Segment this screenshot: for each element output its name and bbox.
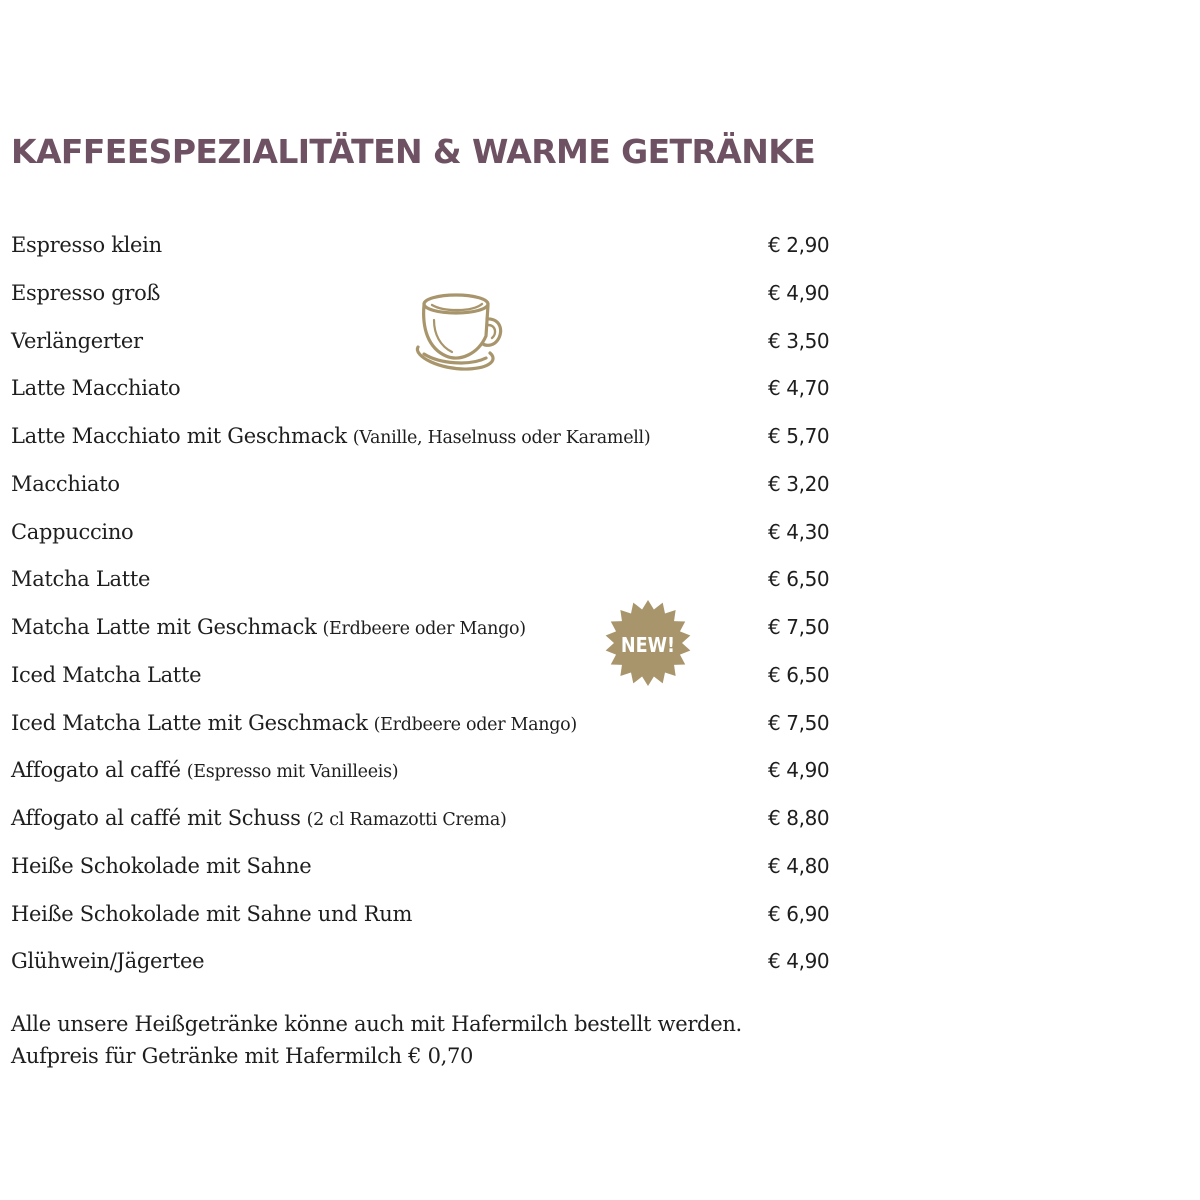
item-name: Macchiato <box>11 471 120 496</box>
menu-item-gluehwein <box>11 938 841 986</box>
item-name: Heiße Schokolade mit Sahne und Rum <box>11 901 413 926</box>
menu-item-affogato-schuss <box>11 795 841 843</box>
item-name: Iced Matcha Latte <box>11 662 202 687</box>
item-price: € 2,90 <box>768 233 830 257</box>
item-price: € 4,70 <box>768 376 830 401</box>
item-name: Latte Macchiato <box>11 376 181 401</box>
item-price: € 7,50 <box>768 615 830 639</box>
footer-line-oatmilk: Alle unsere Heißgetränke könne auch mit Hafermilch bestellt werden. <box>11 1012 742 1036</box>
footer-notes <box>11 1008 742 1072</box>
item-name: Latte Macchiato mit Geschmack <box>11 424 347 448</box>
item-note: (Erdbeere oder Mango) <box>322 619 526 639</box>
menu-item-iced-matcha-latte-geschmack <box>11 700 841 748</box>
item-price: € 4,90 <box>768 280 830 305</box>
menu-item-cappuccino <box>11 509 841 557</box>
item-price: € 4,80 <box>768 853 830 878</box>
item-note: (Espresso mit Vanilleeis) <box>186 762 399 783</box>
item-name: Espresso groß <box>11 280 161 305</box>
item-name: Heiße Schokolade mit Sahne <box>11 853 312 878</box>
item-name: Espresso klein <box>11 233 162 257</box>
menu-item-matcha-latte <box>11 556 841 604</box>
item-note: (Erdbeere oder Mango) <box>373 714 577 735</box>
item-name: Glühwein/Jägertee <box>11 949 205 974</box>
menu-item-iced-matcha-latte <box>11 652 841 700</box>
menu-item-latte-macchiato-geschmack <box>11 413 841 461</box>
item-price: € 6,50 <box>768 662 830 687</box>
item-price: € 5,70 <box>768 424 830 448</box>
item-note: (Vanille, Haselnuss oder Karamell) <box>352 428 651 448</box>
item-price: € 8,80 <box>768 806 830 830</box>
menu-item-heisse-schokolade <box>11 843 841 891</box>
item-price: € 4,90 <box>768 758 830 783</box>
footer-line-surcharge: Aufpreis für Getränke mit Hafermilch € 0,70 <box>11 1044 474 1068</box>
menu-item-macchiato <box>11 461 841 509</box>
menu-item-heisse-schokolade-rum <box>11 891 841 939</box>
item-name: Verlängerter <box>11 328 143 353</box>
menu-item-espresso-klein <box>11 222 841 270</box>
item-price: € 4,90 <box>768 949 830 974</box>
menu-item-affogato <box>11 747 841 795</box>
item-name: Matcha Latte mit Geschmack <box>11 615 317 639</box>
item-price: € 7,50 <box>768 710 830 735</box>
page-title: KAFFEESPEZIALITÄTEN & WARME GETRÄNKE <box>11 132 816 171</box>
item-price: € 3,20 <box>768 471 830 496</box>
coffee-cup-icon <box>410 290 510 380</box>
item-price: € 6,50 <box>768 567 830 592</box>
menu-item-matcha-latte-geschmack <box>11 604 841 652</box>
item-price: € 4,30 <box>768 519 830 544</box>
item-name: Matcha Latte <box>11 567 151 592</box>
item-name: Cappuccino <box>11 519 134 544</box>
badge-text: NEW! <box>620 635 676 658</box>
item-price: € 6,90 <box>768 901 830 926</box>
item-name: Affogato al caffé <box>11 758 181 783</box>
item-name: Iced Matcha Latte mit Geschmack <box>11 710 368 735</box>
starburst-badge <box>603 598 693 688</box>
item-price: € 3,50 <box>768 328 830 353</box>
item-note: (2 cl Ramazotti Crema) <box>306 810 507 830</box>
item-name: Affogato al caffé mit Schuss <box>11 806 301 830</box>
